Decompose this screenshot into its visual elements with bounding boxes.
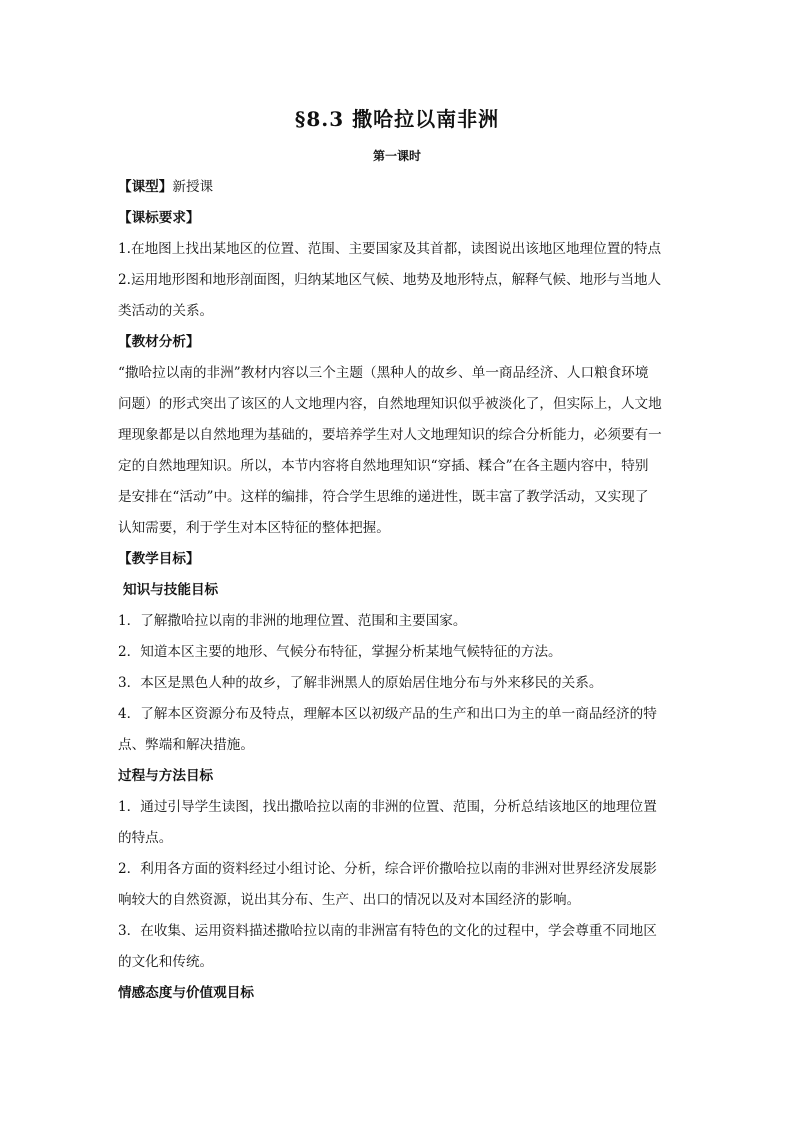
process-line: 响较大的自然资源，说出其分布、生产、出口的情况以及对本国经济的影响。	[118, 892, 581, 908]
process-line: 3．在收集、运用资料描述撒哈拉以南的非洲富有特色的文化的过程中，学会尊重不同地区	[118, 923, 657, 939]
knowledge-line: 4．了解本区资源分布及特点，理解本区以初级产品的生产和出口为主的单一商品经济的特	[118, 706, 657, 722]
lesson-type-value: 新授课	[172, 179, 214, 195]
page-subtitle: 第一课时	[372, 149, 421, 163]
process-line: 1．通过引导学生读图，找出撒哈拉以南的非洲的位置、范围，分析总结该地区的地理位置	[118, 799, 657, 815]
knowledge-line: 2．知道本区主要的地形、气候分布特征，掌握分析某地气候特征的方法。	[118, 644, 562, 660]
analysis-line: “撒哈拉以南的非洲”教材内容以三个主题（黑种人的故乡、单一商品经济、人口粮食环境	[118, 365, 649, 381]
knowledge-heading: 知识与技能目标	[123, 582, 219, 598]
process-line: 2．利用各方面的资料经过小组讨论、分析，综合评价撒哈拉以南的非洲对世界经济发展影	[118, 861, 657, 877]
process-line: 的文化和传统。	[118, 954, 214, 970]
curriculum-heading: 【课标要求】	[118, 210, 200, 226]
lesson-type-heading: 【课型】	[118, 179, 173, 195]
analysis-line: 问题）的形式突出了该区的人文地理内容，自然地理知识似乎被淡化了，但实际上，人文地	[118, 396, 662, 412]
document-body	[118, 172, 686, 1009]
page-title: §8.3 撒哈拉以南非洲	[294, 107, 500, 131]
objectives-heading: 【教学目标】	[118, 551, 200, 567]
emotion-heading: 情感态度与价值观目标	[118, 985, 254, 1001]
analysis-line: 定的自然地理知识。所以，本节内容将自然地理知识“穿插、糅合”在各主题内容中，特别	[118, 458, 649, 474]
analysis-heading: 【教材分析】	[118, 334, 200, 350]
curriculum-line: 2.运用地形图和地形剖面图，归纳某地区气候、地势及地形特点，解释气候、地形与当地人	[118, 272, 662, 288]
curriculum-line: 1.在地图上找出某地区的位置、范围、主要国家及其首都，读图说出该地区地理位置的特点	[118, 241, 662, 257]
analysis-line: 认知需要，利于学生对本区特征的整体把握。	[118, 520, 390, 536]
knowledge-line: 点、弊端和解决措施。	[118, 737, 254, 753]
analysis-line: 是安排在“活动”中。这样的编排，符合学生思维的递进性，既丰富了教学活动，又实现了	[118, 489, 649, 505]
process-line: 的特点。	[118, 830, 173, 846]
curriculum-line: 类活动的关系。	[118, 303, 214, 319]
knowledge-line: 3．本区是黑色人种的故乡，了解非洲黑人的原始居住地分布与外来移民的关系。	[118, 675, 603, 691]
knowledge-line: 1．了解撒哈拉以南的非洲的地理位置、范围和主要国家。	[118, 613, 467, 629]
process-heading: 过程与方法目标	[118, 768, 214, 784]
lesson-type-line	[118, 172, 686, 203]
analysis-line: 理现象都是以自然地理为基础的，要培养学生对人文地理知识的综合分析能力，必须要有一	[118, 427, 662, 443]
